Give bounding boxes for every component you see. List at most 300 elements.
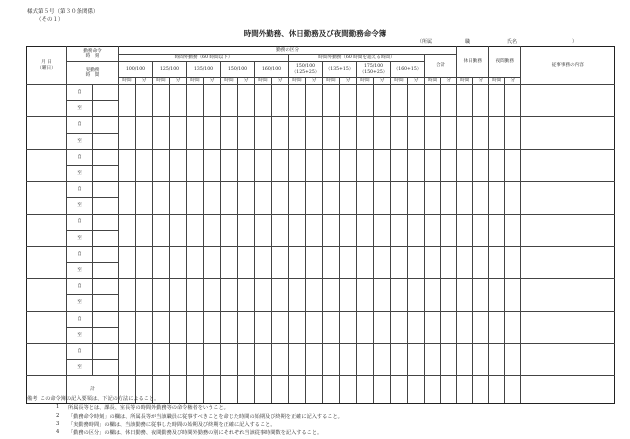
hours-cell[interactable]	[170, 344, 187, 376]
hours-cell[interactable]	[441, 279, 457, 311]
time-entry-cell[interactable]	[93, 165, 119, 181]
time-entry-cell[interactable]	[93, 182, 119, 198]
hours-cell[interactable]	[340, 279, 357, 311]
hours-cell[interactable]	[204, 117, 221, 149]
time-entry-cell[interactable]	[93, 149, 119, 165]
hours-cell[interactable]	[323, 311, 340, 343]
sum-cell[interactable]	[457, 376, 473, 404]
hours-cell[interactable]	[425, 85, 441, 117]
sum-cell[interactable]	[170, 376, 187, 404]
unit-minute-header: 分	[473, 78, 489, 85]
hours-cell[interactable]	[357, 182, 374, 214]
content-cell[interactable]	[521, 246, 615, 278]
hours-cell[interactable]	[340, 182, 357, 214]
hours-cell[interactable]	[357, 344, 374, 376]
hours-cell[interactable]	[272, 117, 289, 149]
hours-cell[interactable]	[221, 182, 238, 214]
hours-cell[interactable]	[187, 117, 204, 149]
hours-cell[interactable]	[136, 279, 153, 311]
hours-cell[interactable]	[170, 279, 187, 311]
hours-cell[interactable]	[408, 214, 425, 246]
hours-cell[interactable]	[391, 182, 408, 214]
sum-cell[interactable]	[408, 376, 425, 404]
time-entry-cell[interactable]	[93, 198, 119, 214]
hours-cell[interactable]	[340, 149, 357, 181]
hours-cell[interactable]	[272, 279, 289, 311]
hours-cell[interactable]	[323, 182, 340, 214]
hours-cell[interactable]	[153, 214, 170, 246]
order-time-header-line: 時 刻	[85, 54, 100, 59]
hours-cell[interactable]	[441, 85, 457, 117]
sum-cell[interactable]	[221, 376, 238, 404]
hours-cell[interactable]	[340, 85, 357, 117]
rate-over-header-line: 150/100	[295, 64, 316, 69]
hours-cell[interactable]	[136, 344, 153, 376]
sum-cell[interactable]	[255, 376, 272, 404]
hours-cell[interactable]	[204, 344, 221, 376]
hours-cell[interactable]	[408, 246, 425, 278]
note-number: 4	[56, 429, 60, 435]
post-label: 職	[465, 39, 471, 45]
hours-cell[interactable]	[136, 149, 153, 181]
hours-cell[interactable]	[425, 344, 441, 376]
hours-cell[interactable]	[323, 279, 340, 311]
hours-cell[interactable]	[153, 149, 170, 181]
hours-cell[interactable]	[457, 149, 473, 181]
hours-cell[interactable]	[505, 149, 521, 181]
time-entry-cell[interactable]	[93, 344, 119, 360]
hours-cell[interactable]	[170, 214, 187, 246]
unit-minute-header: 分	[136, 78, 153, 85]
date-cell[interactable]	[27, 182, 67, 214]
hours-cell[interactable]	[505, 117, 521, 149]
name-label: 氏名	[507, 39, 518, 45]
hours-cell[interactable]	[187, 182, 204, 214]
rate-header: 125/100	[153, 62, 187, 78]
time-entry-cell[interactable]	[93, 117, 119, 133]
hours-cell[interactable]	[255, 149, 272, 181]
hours-cell[interactable]	[391, 117, 408, 149]
hours-cell[interactable]	[408, 149, 425, 181]
hours-cell[interactable]	[187, 344, 204, 376]
hours-cell[interactable]	[289, 182, 306, 214]
hours-cell[interactable]	[187, 85, 204, 117]
hours-cell[interactable]	[457, 279, 473, 311]
from-label: 自	[67, 279, 93, 295]
time-entry-cell[interactable]	[93, 263, 119, 279]
content-cell[interactable]	[521, 182, 615, 214]
hours-cell[interactable]	[425, 246, 441, 278]
hours-cell[interactable]	[289, 85, 306, 117]
hours-cell[interactable]	[408, 85, 425, 117]
hours-cell[interactable]	[357, 117, 374, 149]
hours-cell[interactable]	[408, 182, 425, 214]
hours-cell[interactable]	[489, 311, 505, 343]
hours-cell[interactable]	[425, 311, 441, 343]
hours-cell[interactable]	[457, 344, 473, 376]
rate-over-header	[289, 62, 323, 78]
time-entry-cell[interactable]	[93, 101, 119, 117]
hours-cell[interactable]	[489, 344, 505, 376]
hours-cell[interactable]	[473, 149, 489, 181]
hours-cell[interactable]	[204, 214, 221, 246]
actual-time-header	[67, 62, 119, 85]
hours-cell[interactable]	[473, 117, 489, 149]
date-cell[interactable]	[27, 214, 67, 246]
hours-cell[interactable]	[323, 214, 340, 246]
hours-cell[interactable]	[441, 214, 457, 246]
hours-cell[interactable]	[119, 117, 136, 149]
hours-cell[interactable]	[340, 246, 357, 278]
hours-cell[interactable]	[457, 182, 473, 214]
hours-cell[interactable]	[221, 117, 238, 149]
hours-cell[interactable]	[272, 85, 289, 117]
hours-cell[interactable]	[357, 246, 374, 278]
hours-cell[interactable]	[204, 246, 221, 278]
hours-cell[interactable]	[238, 117, 255, 149]
hours-cell[interactable]	[505, 246, 521, 278]
hours-cell[interactable]	[505, 85, 521, 117]
hours-cell[interactable]	[340, 214, 357, 246]
hours-cell[interactable]	[238, 311, 255, 343]
hours-cell[interactable]	[374, 279, 391, 311]
date-cell[interactable]	[27, 149, 67, 181]
hours-cell[interactable]	[255, 182, 272, 214]
sum-cell[interactable]	[204, 376, 221, 404]
hours-cell[interactable]	[204, 279, 221, 311]
hours-cell[interactable]	[221, 214, 238, 246]
sum-cell[interactable]	[391, 376, 408, 404]
hours-cell[interactable]	[340, 117, 357, 149]
hours-cell[interactable]	[119, 85, 136, 117]
rate-over-header-line: （150+25）	[359, 69, 388, 75]
sum-cell[interactable]	[425, 376, 441, 404]
date-cell[interactable]	[27, 85, 67, 117]
hours-cell[interactable]	[357, 214, 374, 246]
hours-cell[interactable]	[255, 214, 272, 246]
sum-cell[interactable]	[489, 376, 505, 404]
hours-cell[interactable]	[238, 344, 255, 376]
from-label: 自	[67, 246, 93, 262]
hours-cell[interactable]	[255, 344, 272, 376]
hours-cell[interactable]	[306, 311, 323, 343]
hours-cell[interactable]	[425, 149, 441, 181]
hours-cell[interactable]	[187, 214, 204, 246]
hours-cell[interactable]	[238, 279, 255, 311]
hours-cell[interactable]	[425, 279, 441, 311]
document-title: 時間外勤務、休日勤務及び夜間勤務命令簿	[243, 29, 387, 38]
hours-cell[interactable]	[391, 311, 408, 343]
hours-cell[interactable]	[272, 214, 289, 246]
hours-cell[interactable]	[457, 85, 473, 117]
hours-cell[interactable]	[505, 344, 521, 376]
hours-cell[interactable]	[306, 246, 323, 278]
hours-cell[interactable]	[408, 344, 425, 376]
hours-cell[interactable]	[119, 214, 136, 246]
hours-cell[interactable]	[289, 117, 306, 149]
hours-cell[interactable]	[187, 246, 204, 278]
hours-cell[interactable]	[306, 149, 323, 181]
hours-cell[interactable]	[136, 85, 153, 117]
hours-cell[interactable]	[441, 149, 457, 181]
unit-hour-header: 時間	[255, 78, 272, 85]
date-cell[interactable]	[27, 279, 67, 311]
hours-cell[interactable]	[323, 149, 340, 181]
hours-cell[interactable]	[204, 149, 221, 181]
hours-cell[interactable]	[272, 149, 289, 181]
hours-cell[interactable]	[473, 214, 489, 246]
date-cell[interactable]	[27, 117, 67, 149]
hours-cell[interactable]	[425, 214, 441, 246]
hours-cell[interactable]	[489, 214, 505, 246]
hours-cell[interactable]	[170, 246, 187, 278]
hours-cell[interactable]	[441, 344, 457, 376]
hours-cell[interactable]	[238, 182, 255, 214]
sum-cell[interactable]	[306, 376, 323, 404]
hours-cell[interactable]	[238, 214, 255, 246]
hours-cell[interactable]	[289, 214, 306, 246]
hours-cell[interactable]	[323, 117, 340, 149]
time-entry-cell[interactable]	[93, 230, 119, 246]
hours-cell[interactable]	[153, 182, 170, 214]
hours-cell[interactable]	[391, 214, 408, 246]
date-cell[interactable]	[27, 311, 67, 343]
date-cell[interactable]	[27, 344, 67, 376]
hours-cell[interactable]	[391, 149, 408, 181]
hours-cell[interactable]	[505, 279, 521, 311]
sum-cell[interactable]	[187, 376, 204, 404]
hours-cell[interactable]	[255, 246, 272, 278]
hours-cell[interactable]	[473, 246, 489, 278]
unit-minute-header: 分	[505, 78, 521, 85]
hours-cell[interactable]	[408, 311, 425, 343]
time-entry-cell[interactable]	[93, 133, 119, 149]
hours-cell[interactable]	[221, 85, 238, 117]
hours-cell[interactable]	[374, 311, 391, 343]
unit-minute-header: 分	[272, 78, 289, 85]
hours-cell[interactable]	[170, 311, 187, 343]
hours-cell[interactable]	[357, 149, 374, 181]
hours-cell[interactable]	[255, 117, 272, 149]
hours-cell[interactable]	[489, 85, 505, 117]
hours-cell[interactable]	[221, 279, 238, 311]
hours-cell[interactable]	[391, 246, 408, 278]
hours-cell[interactable]	[425, 182, 441, 214]
hours-cell[interactable]	[391, 344, 408, 376]
hours-cell[interactable]	[238, 149, 255, 181]
time-entry-cell[interactable]	[93, 85, 119, 101]
time-entry-cell[interactable]	[93, 311, 119, 327]
hours-cell[interactable]	[272, 344, 289, 376]
sum-cell[interactable]	[323, 376, 340, 404]
hours-cell[interactable]	[374, 117, 391, 149]
sum-cell[interactable]	[505, 376, 521, 404]
hours-cell[interactable]	[170, 117, 187, 149]
hours-cell[interactable]	[289, 311, 306, 343]
hours-cell[interactable]	[323, 85, 340, 117]
content-cell[interactable]	[521, 85, 615, 117]
hours-cell[interactable]	[374, 344, 391, 376]
hours-cell[interactable]	[255, 311, 272, 343]
hours-cell[interactable]	[221, 311, 238, 343]
content-cell[interactable]	[521, 214, 615, 246]
holiday-header: 休日勤務	[457, 47, 489, 78]
hours-cell[interactable]	[457, 246, 473, 278]
hours-cell[interactable]	[255, 85, 272, 117]
time-entry-cell[interactable]	[93, 214, 119, 230]
hours-cell[interactable]	[441, 246, 457, 278]
hours-cell[interactable]	[408, 279, 425, 311]
hours-cell[interactable]	[425, 117, 441, 149]
hours-cell[interactable]	[408, 117, 425, 149]
hours-cell[interactable]	[489, 149, 505, 181]
hours-cell[interactable]	[272, 182, 289, 214]
to-label: 至	[67, 198, 93, 214]
hours-cell[interactable]	[187, 149, 204, 181]
hours-cell[interactable]	[289, 149, 306, 181]
sum-cell[interactable]	[340, 376, 357, 404]
hours-cell[interactable]	[457, 311, 473, 343]
hours-cell[interactable]	[153, 279, 170, 311]
hours-cell[interactable]	[473, 182, 489, 214]
hours-cell[interactable]	[374, 246, 391, 278]
hours-cell[interactable]	[489, 279, 505, 311]
hours-cell[interactable]	[136, 182, 153, 214]
hours-cell[interactable]	[221, 344, 238, 376]
hours-cell[interactable]	[505, 214, 521, 246]
form-sub-number: （その１）	[36, 17, 64, 23]
hours-cell[interactable]	[204, 182, 221, 214]
hours-cell[interactable]	[374, 214, 391, 246]
hours-cell[interactable]	[221, 246, 238, 278]
hours-cell[interactable]	[306, 117, 323, 149]
hours-cell[interactable]	[119, 344, 136, 376]
sum-cell[interactable]	[473, 376, 489, 404]
sum-cell[interactable]	[374, 376, 391, 404]
date-cell[interactable]	[27, 246, 67, 278]
hours-cell[interactable]	[374, 85, 391, 117]
content-cell[interactable]	[521, 117, 615, 149]
hours-cell[interactable]	[119, 149, 136, 181]
content-cell[interactable]	[521, 149, 615, 181]
night-header: 夜間勤務	[489, 47, 521, 78]
hours-cell[interactable]	[153, 246, 170, 278]
time-entry-cell[interactable]	[93, 279, 119, 295]
hours-cell[interactable]	[473, 85, 489, 117]
hours-cell[interactable]	[289, 279, 306, 311]
hours-cell[interactable]	[187, 279, 204, 311]
time-entry-cell[interactable]	[93, 295, 119, 311]
hours-cell[interactable]	[153, 117, 170, 149]
hours-cell[interactable]	[136, 214, 153, 246]
actual-time-header-line: 実勤務	[85, 67, 100, 73]
unit-minute-header: 分	[340, 78, 357, 85]
hours-cell[interactable]	[306, 214, 323, 246]
hours-cell[interactable]	[340, 311, 357, 343]
sum-cell[interactable]	[289, 376, 306, 404]
hours-cell[interactable]	[473, 279, 489, 311]
note-number: 3	[56, 421, 60, 427]
content-cell[interactable]	[521, 311, 615, 343]
hours-cell[interactable]	[136, 117, 153, 149]
sum-cell[interactable]	[357, 376, 374, 404]
hours-cell[interactable]	[391, 85, 408, 117]
hours-cell[interactable]	[505, 182, 521, 214]
hours-cell[interactable]	[289, 246, 306, 278]
hours-cell[interactable]	[306, 344, 323, 376]
hours-cell[interactable]	[136, 311, 153, 343]
hours-cell[interactable]	[119, 182, 136, 214]
hours-cell[interactable]	[489, 246, 505, 278]
hours-cell[interactable]	[119, 279, 136, 311]
unit-minute-header: 分	[170, 78, 187, 85]
hours-cell[interactable]	[357, 311, 374, 343]
hours-cell[interactable]	[170, 149, 187, 181]
hours-cell[interactable]	[457, 117, 473, 149]
hours-cell[interactable]	[153, 85, 170, 117]
affiliation-close: ）	[572, 39, 578, 45]
hours-cell[interactable]	[170, 182, 187, 214]
time-entry-cell[interactable]	[93, 246, 119, 262]
time-entry-cell[interactable]	[93, 360, 119, 376]
hours-cell[interactable]	[441, 182, 457, 214]
hours-cell[interactable]	[473, 311, 489, 343]
hours-cell[interactable]	[238, 246, 255, 278]
hours-cell[interactable]	[153, 311, 170, 343]
sum-cell[interactable]	[238, 376, 255, 404]
time-entry-cell[interactable]	[93, 327, 119, 343]
hours-cell[interactable]	[136, 246, 153, 278]
hours-cell[interactable]	[505, 311, 521, 343]
hours-cell[interactable]	[374, 149, 391, 181]
content-cell[interactable]	[521, 279, 615, 311]
hours-cell[interactable]	[119, 311, 136, 343]
hours-cell[interactable]	[340, 344, 357, 376]
hours-cell[interactable]	[441, 311, 457, 343]
hours-cell[interactable]	[289, 344, 306, 376]
hours-cell[interactable]	[457, 214, 473, 246]
hours-cell[interactable]	[187, 311, 204, 343]
hours-cell[interactable]	[221, 149, 238, 181]
sum-cell[interactable]	[441, 376, 457, 404]
hours-cell[interactable]	[272, 311, 289, 343]
hours-cell[interactable]	[306, 85, 323, 117]
hours-cell[interactable]	[391, 279, 408, 311]
hours-cell[interactable]	[306, 182, 323, 214]
hours-cell[interactable]	[357, 279, 374, 311]
hours-cell[interactable]	[238, 85, 255, 117]
hours-cell[interactable]	[357, 85, 374, 117]
hours-cell[interactable]	[323, 344, 340, 376]
hours-cell[interactable]	[473, 344, 489, 376]
hours-cell[interactable]	[306, 279, 323, 311]
note-text: 「勤務命令時刻」の欄は、所属長等が当該職員に従事すべきことを命じた時間の始期及び終期を正確に記入すること。	[68, 414, 343, 420]
hours-cell[interactable]	[204, 311, 221, 343]
hours-cell[interactable]	[489, 182, 505, 214]
hours-cell[interactable]	[170, 85, 187, 117]
hours-cell[interactable]	[119, 246, 136, 278]
hours-cell[interactable]	[255, 279, 272, 311]
hours-cell[interactable]	[323, 246, 340, 278]
hours-cell[interactable]	[374, 182, 391, 214]
hours-cell[interactable]	[153, 344, 170, 376]
hours-cell[interactable]	[204, 85, 221, 117]
sum-cell[interactable]	[272, 376, 289, 404]
hours-cell[interactable]	[272, 246, 289, 278]
hours-cell[interactable]	[441, 117, 457, 149]
hours-cell[interactable]	[489, 117, 505, 149]
content-cell[interactable]	[521, 344, 615, 376]
